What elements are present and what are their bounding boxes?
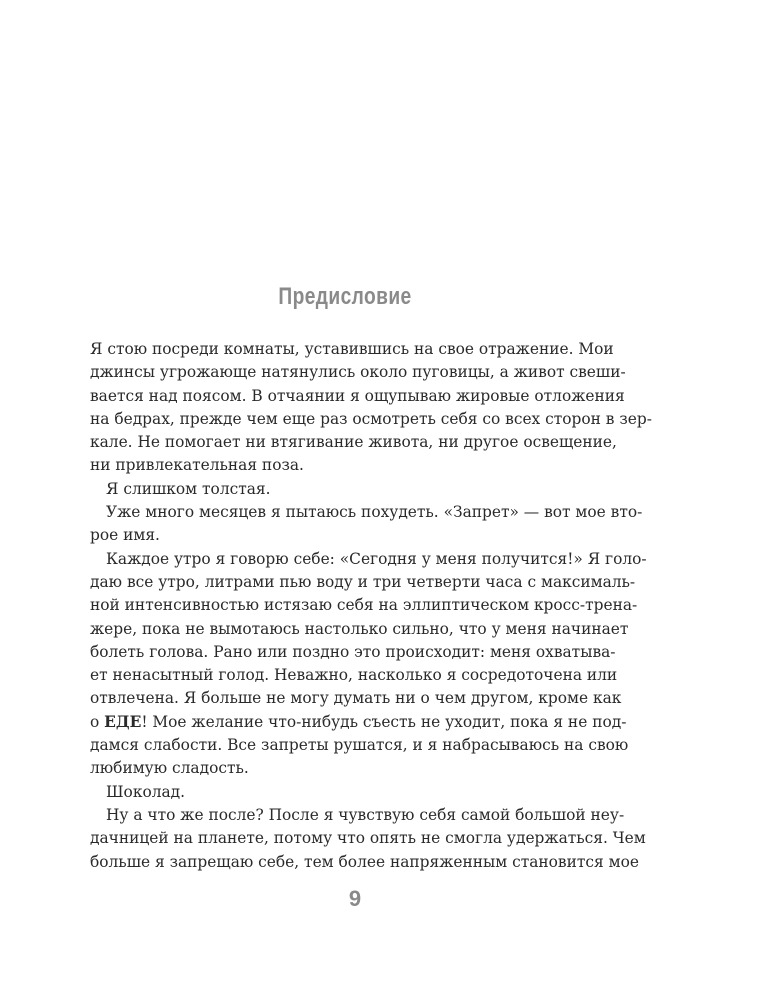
text-line: даю все утро, литрами пью воду и три четверти часа с максималь- xyxy=(90,572,636,591)
text-span: о xyxy=(90,712,105,731)
text-span: ! Мое желание что-нибудь съесть не уходит, пока я не под- xyxy=(141,712,627,731)
text-line: дачницей на планете, потому что опять не смогла удержаться. Чем xyxy=(90,829,646,848)
text-line: джинсы угрожающе натянулись около пуговицы, а живот свеши- xyxy=(90,363,626,382)
text-line: ной интенсивностью истязаю себя на эллиптическом кросс-трена- xyxy=(90,596,638,615)
text-line: Я слишком толстая. xyxy=(106,479,271,498)
text-line: кале. Не помогает ни втягивание живота, ни другое освещение, xyxy=(90,433,617,452)
text-line: ет ненасытный голод. Неважно, насколько я сосредоточена или xyxy=(90,666,618,685)
text-line: Ну а что же после? После я чувствую себя самой большой неу- xyxy=(106,805,625,824)
text-line: рое имя. xyxy=(90,526,160,545)
text-line xyxy=(90,711,627,734)
text-line: ни привлекательная поза. xyxy=(90,456,304,475)
text-line: на бедрах, прежде чем еще раз осмотреть себя со всех сторон в зер- xyxy=(90,409,652,428)
text-line: Уже много месяцев я пытаюсь похудеть. «Запрет» — вот мое вто- xyxy=(106,503,643,522)
text-line: Шоколад. xyxy=(106,782,186,801)
page-number: 9 xyxy=(348,886,362,911)
text-line: болеть голова. Рано или поздно это происходит: меня охватыва- xyxy=(90,642,616,661)
text-line: отвлечена. Я больше не могу думать ни о чем другом, кроме как xyxy=(90,689,622,708)
body-text xyxy=(90,338,652,874)
text-line: больше я запрещаю себе, тем более напряженным становится мое xyxy=(90,852,639,871)
text-line: дамся слабости. Все запреты рушатся, и я набрасываюсь на свою xyxy=(90,736,629,755)
chapter-title: Предисловие xyxy=(278,283,412,310)
text-line: любимую сладость. xyxy=(90,759,249,778)
text-line: Каждое утро я говорю себе: «Сегодня у меня получится!» Я голо- xyxy=(106,549,647,568)
text-line: Я стою посреди комнаты, уставившись на свое отражение. Мои xyxy=(90,340,614,358)
text-line: жере, пока не вымотаюсь настолько сильно, что у меня начинает xyxy=(90,619,629,638)
text-line: вается над поясом. В отчаянии я ощупываю жировые отложения xyxy=(90,386,625,405)
bold-word: ЕДЕ xyxy=(104,712,142,731)
